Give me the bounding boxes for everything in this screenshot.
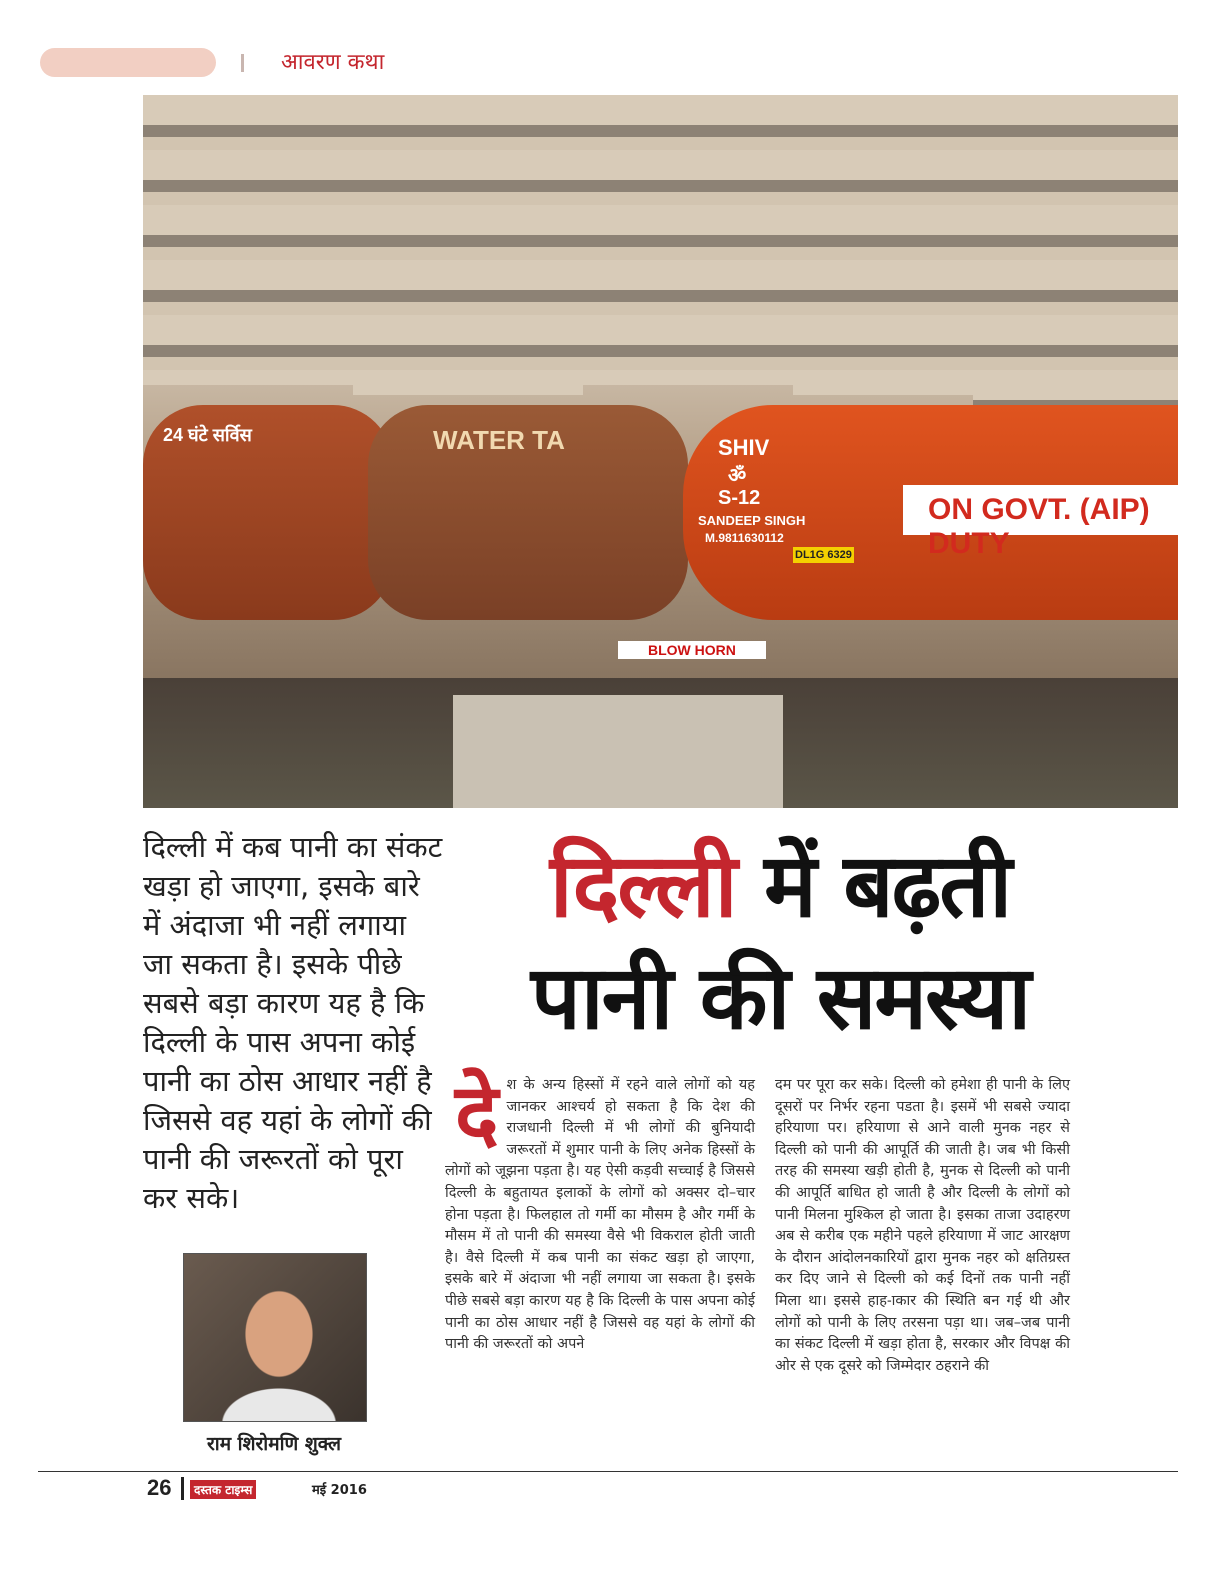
plate: DL1G 6329 bbox=[795, 549, 852, 561]
author-photo bbox=[183, 1253, 367, 1422]
building bbox=[353, 95, 583, 395]
tanker-text: SHIV bbox=[718, 435, 770, 460]
author-name: राम शिरोमणि शुक्ल bbox=[207, 1433, 341, 1455]
tanker-text: ON GOVT. (AIP) DUTY bbox=[928, 493, 1150, 560]
concrete-block bbox=[453, 695, 783, 808]
footer-divider bbox=[181, 1477, 184, 1500]
building bbox=[143, 95, 353, 385]
building bbox=[793, 95, 973, 395]
tanker-text: SANDEEP SINGH bbox=[698, 513, 806, 528]
magazine-logo: दस्तक टाइम्स bbox=[190, 1480, 256, 1499]
headline-line-2: पानी की समस्या bbox=[530, 946, 1030, 1049]
section-pill bbox=[40, 48, 216, 77]
drop-cap: दे bbox=[455, 1067, 499, 1162]
blow-horn-strip: BLOW HORN bbox=[618, 641, 766, 659]
pull-quote: दिल्ली में कब पानी का संकट खड़ा हो जाएगा, इसके बारे में अंदाजा भी नहीं लगाया जा सकता है। इसके पीछे सबसे बड़ा कारण यह है कि दिल्ली के पास अपना कोई पानी का ठोस आधार नहीं है जिससे वह यहां के लोगों की पानी की जरूरतों को पूरा कर सके। bbox=[143, 830, 443, 1215]
headline-highlight: दिल्ली bbox=[549, 834, 736, 937]
body-column-2: दम पर पूरा कर सके। दिल्ली को हमेशा ही पानी के लिए दूसरों पर निर्भर रहना पडता है। इसमें भी सबसे ज्यादा हरियाणा पर। हरियाणा से आने वाली मुनक नहर से दिल्ली को पानी की आपूर्ति की जाती है। जब भी किसी तरह की समस्या खड़ी होती है, मुनक से दिल्ली को पानी की आपूर्ति बाधित हो जाती है और दिल्ली के लोगों को पानी मिलना मुश्किल हो जाता है। इसका ताजा उदाहरण अब से करीब एक महीने पहले हरियाणा में जाट आरक्षण के दौरान आंदोलनकारियों द्वारा मुनक नहर को क्षतिग्रस्त कर दिए जाने से दिल्ली को कई दिनों तक पानी नहीं मिला था। इससे हाह-ाकार की स्थिति बन गई थी और लोगों को पानी के लिए तरसना पड़ा था। जब–जब पानी का संकट दिल्ली में खड़ा होता है, सरकार और विपक्ष की ओर से एक दूसरे को जिम्मेदार ठहराने की bbox=[775, 1077, 1070, 1374]
building bbox=[973, 95, 1178, 405]
footer-rule bbox=[38, 1471, 1178, 1472]
body-column-1 bbox=[445, 1067, 755, 1356]
headline-text: में बढ़ती bbox=[764, 834, 1011, 937]
divider bbox=[241, 54, 244, 72]
tanker-text: WATER TA bbox=[433, 425, 565, 455]
section-label: आवरण कथा bbox=[281, 50, 385, 75]
headline-line-1 bbox=[500, 830, 1060, 942]
water-tanker-photo bbox=[143, 95, 1178, 808]
body-text: श के अन्य हिस्सों में रहने वाले लोगों को यह जानकर आश्चर्य हो सकता है कि देश की राजधानी दिल्ली में भी लोगों की बुनियादी जरूरतों में शुमार पानी के लिए अनेक हिस्सों के लोगों को जूझना पड़ता है। यह ऐसी कड़वी सच्चाई है जिससे दिल्ली के बहुतायत इलाकों के लोगों को अक्सर दो–चार होना पड़ता है। फिलहाल तो गर्मी का मौसम है और गर्मी के मौसम में तो पानी की समस्या वैसे भी विकराल होती जाती है। वैसे दिल्ली में कब पानी का संकट खड़ा हो जाएगा, इसके बारे में अंदाजा भी नहीं लगाया जा सकता है। इसके पीछे सबसे बड़ा कारण यह है कि दिल्ली के पास अपना कोई पानी का ठोस आधार नहीं है जिससे वह यहां के लोगों की पानी की जरूरतों को अपने bbox=[445, 1077, 755, 1353]
headline bbox=[500, 830, 1060, 1054]
issue-date: मई 2016 bbox=[312, 1483, 367, 1498]
tanker-text: ॐ bbox=[728, 465, 747, 487]
tanker-text: 24 घंटे सर्विस bbox=[163, 425, 252, 445]
page-number: 26 bbox=[147, 1475, 172, 1500]
tanker-text: M.9811630112 bbox=[705, 531, 784, 545]
building bbox=[563, 95, 793, 385]
tanker-text: S-12 bbox=[718, 487, 761, 509]
